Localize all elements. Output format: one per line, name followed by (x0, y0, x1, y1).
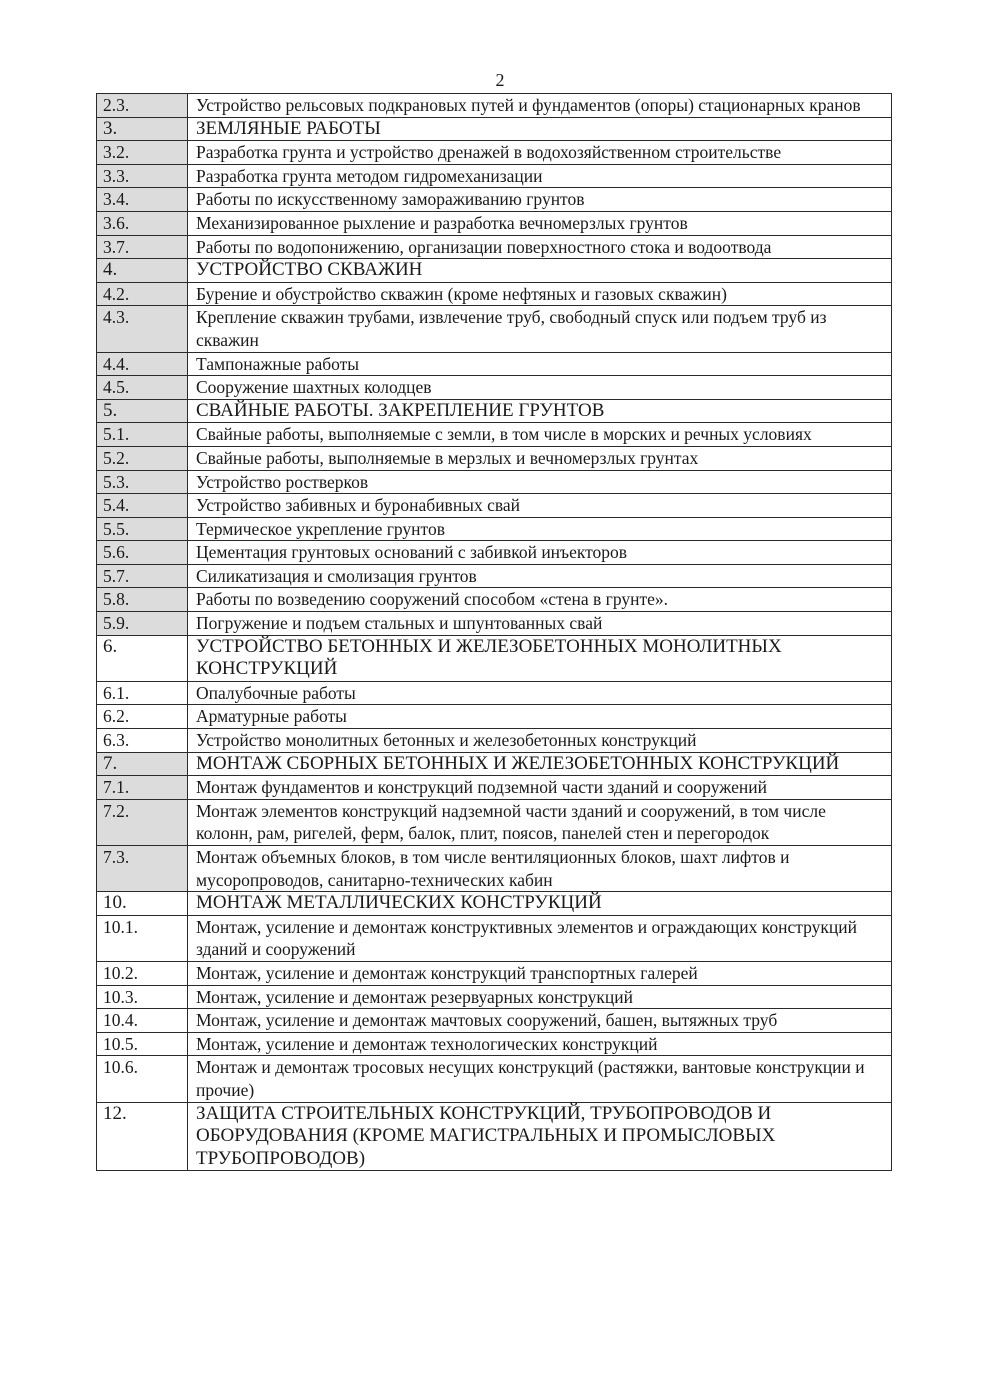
row-number: 3.4. (97, 188, 188, 212)
row-number: 6.2. (97, 705, 188, 729)
section-title: УСТРОЙСТВО СКВАЖИН (188, 259, 892, 283)
table-row (97, 729, 892, 753)
table-row (97, 376, 892, 400)
section-title: МОНТАЖ СБОРНЫХ БЕТОННЫХ И ЖЕЛЕЗОБЕТОННЫХ КОНСТРУКЦИЙ (188, 752, 892, 776)
row-number: 4.2. (97, 282, 188, 306)
work-description: Механизированное рыхление и разработка вечномерзлых грунтов (188, 211, 892, 235)
section-row (97, 752, 892, 776)
section-row (97, 892, 892, 916)
row-number: 3. (97, 117, 188, 141)
row-number: 10.1. (97, 915, 188, 961)
table-row (97, 517, 892, 541)
row-number: 3.2. (97, 141, 188, 165)
work-description: Опалубочные работы (188, 681, 892, 705)
row-number: 4. (97, 259, 188, 283)
row-number: 10. (97, 892, 188, 916)
row-number: 10.5. (97, 1032, 188, 1056)
work-description: Монтаж, усиление и демонтаж конструктивных элементов и ограждающих конструкций зданий и сооружений (188, 915, 892, 961)
row-number: 6. (97, 635, 188, 681)
table-row (97, 494, 892, 518)
work-description: Монтаж, усиление и демонтаж технологических конструкций (188, 1032, 892, 1056)
table-row (97, 776, 892, 800)
table-row (97, 1056, 892, 1102)
work-description: Работы по искусственному замораживанию грунтов (188, 188, 892, 212)
table-row (97, 282, 892, 306)
work-description: Сооружение шахтных колодцев (188, 376, 892, 400)
work-description: Монтаж объемных блоков, в том числе вентиляционных блоков, шахт лифтов и мусоропроводов, санитарно-технических кабин (188, 846, 892, 892)
table-row (97, 985, 892, 1009)
row-number: 12. (97, 1102, 188, 1171)
table-row (97, 612, 892, 636)
row-number: 10.3. (97, 985, 188, 1009)
work-description: Свайные работы, выполняемые в мерзлых и вечномерзлых грунтах (188, 446, 892, 470)
work-description: Монтаж, усиление и демонтаж конструкций транспортных галерей (188, 961, 892, 985)
section-title: УСТРОЙСТВО БЕТОННЫХ И ЖЕЛЕЗОБЕТОННЫХ МОНОЛИТНЫХ КОНСТРУКЦИЙ (188, 635, 892, 681)
table-row (97, 1009, 892, 1033)
table-row (97, 1032, 892, 1056)
table-row (97, 799, 892, 845)
table-row (97, 141, 892, 165)
work-description: Термическое укрепление грунтов (188, 517, 892, 541)
work-description: Работы по возведению сооружений способом «стена в грунте». (188, 588, 892, 612)
work-description: Крепление скважин трубами, извлечение труб, свободный спуск или подъем труб из скважин (188, 306, 892, 352)
section-title: СВАЙНЫЕ РАБОТЫ. ЗАКРЕПЛЕНИЕ ГРУНТОВ (188, 399, 892, 423)
row-number: 4.3. (97, 306, 188, 352)
row-number: 10.2. (97, 961, 188, 985)
row-number: 5. (97, 399, 188, 423)
row-number: 3.7. (97, 235, 188, 259)
row-number: 6.3. (97, 729, 188, 753)
row-number: 5.2. (97, 446, 188, 470)
work-description: Цементация грунтовых оснований с забивкой инъекторов (188, 541, 892, 565)
row-number: 2.3. (97, 94, 188, 118)
row-number: 6.1. (97, 681, 188, 705)
work-description: Устройство монолитных бетонных и железобетонных конструкций (188, 729, 892, 753)
work-description: Тампонажные работы (188, 352, 892, 376)
section-title: МОНТАЖ МЕТАЛЛИЧЕСКИХ КОНСТРУКЦИЙ (188, 892, 892, 916)
table-row (97, 188, 892, 212)
table-row (97, 164, 892, 188)
work-description: Монтаж, усиление и демонтаж резервуарных конструкций (188, 985, 892, 1009)
page-number: 2 (495, 70, 505, 90)
row-number: 3.3. (97, 164, 188, 188)
row-number: 10.4. (97, 1009, 188, 1033)
row-number: 7.1. (97, 776, 188, 800)
row-number: 5.5. (97, 517, 188, 541)
table-row (97, 541, 892, 565)
work-description: Разработка грунта и устройство дренажей в водохозяйственном строительстве (188, 141, 892, 165)
work-description: Монтаж, усиление и демонтаж мачтовых сооружений, башен, вытяжных труб (188, 1009, 892, 1033)
table-row (97, 915, 892, 961)
work-description: Работы по водопонижению, организации поверхностного стока и водоотвода (188, 235, 892, 259)
table-row (97, 961, 892, 985)
work-description: Устройство рельсовых подкрановых путей и фундаментов (опоры) стационарных кранов (188, 94, 892, 118)
table-row (97, 588, 892, 612)
row-number: 4.4. (97, 352, 188, 376)
table-row (97, 306, 892, 352)
section-row (97, 117, 892, 141)
row-number: 7.3. (97, 846, 188, 892)
section-title: ЗЕМЛЯНЫЕ РАБОТЫ (188, 117, 892, 141)
table-row (97, 705, 892, 729)
work-description: Монтаж элементов конструкций надземной части зданий и сооружений, в том числе колонн, рам, ригелей, ферм, балок, плит, поясов, панелей стен и перегородок (188, 799, 892, 845)
row-number: 5.6. (97, 541, 188, 565)
row-number: 5.7. (97, 564, 188, 588)
works-table-body (97, 94, 892, 1171)
row-number: 5.9. (97, 612, 188, 636)
row-number: 7.2. (97, 799, 188, 845)
table-row (97, 564, 892, 588)
work-description: Погружение и подъем стальных и шпунтованных свай (188, 612, 892, 636)
section-row (97, 635, 892, 681)
table-row (97, 211, 892, 235)
work-description: Свайные работы, выполняемые с земли, в том числе в морских и речных условиях (188, 423, 892, 447)
row-number: 5.3. (97, 470, 188, 494)
row-number: 7. (97, 752, 188, 776)
work-description: Разработка грунта методом гидромеханизации (188, 164, 892, 188)
table-row (97, 423, 892, 447)
work-description: Бурение и обустройство скважин (кроме нефтяных и газовых скважин) (188, 282, 892, 306)
table-row (97, 94, 892, 118)
works-table (96, 93, 892, 1171)
section-row (97, 259, 892, 283)
table-row (97, 470, 892, 494)
row-number: 5.1. (97, 423, 188, 447)
work-description: Монтаж и демонтаж тросовых несущих конструкций (растяжки, вантовые конструкции и прочие) (188, 1056, 892, 1102)
section-title: ЗАЩИТА СТРОИТЕЛЬНЫХ КОНСТРУКЦИЙ, ТРУБОПРОВОДОВ И ОБОРУДОВАНИЯ (КРОМЕ МАГИСТРАЛЬНЫХ И ПРОМЫСЛОВЫХ ТРУБОПРОВОДОВ) (188, 1102, 892, 1171)
table-row (97, 846, 892, 892)
work-description: Силикатизация и смолизация грунтов (188, 564, 892, 588)
section-row (97, 399, 892, 423)
row-number: 5.4. (97, 494, 188, 518)
row-number: 10.6. (97, 1056, 188, 1102)
work-description: Арматурные работы (188, 705, 892, 729)
section-row (97, 1102, 892, 1171)
table-row (97, 235, 892, 259)
row-number: 4.5. (97, 376, 188, 400)
row-number: 5.8. (97, 588, 188, 612)
row-number: 3.6. (97, 211, 188, 235)
table-row (97, 446, 892, 470)
work-description: Устройство забивных и буронабивных свай (188, 494, 892, 518)
work-description: Монтаж фундаментов и конструкций подземной части зданий и сооружений (188, 776, 892, 800)
table-row (97, 352, 892, 376)
table-row (97, 681, 892, 705)
work-description: Устройство ростверков (188, 470, 892, 494)
